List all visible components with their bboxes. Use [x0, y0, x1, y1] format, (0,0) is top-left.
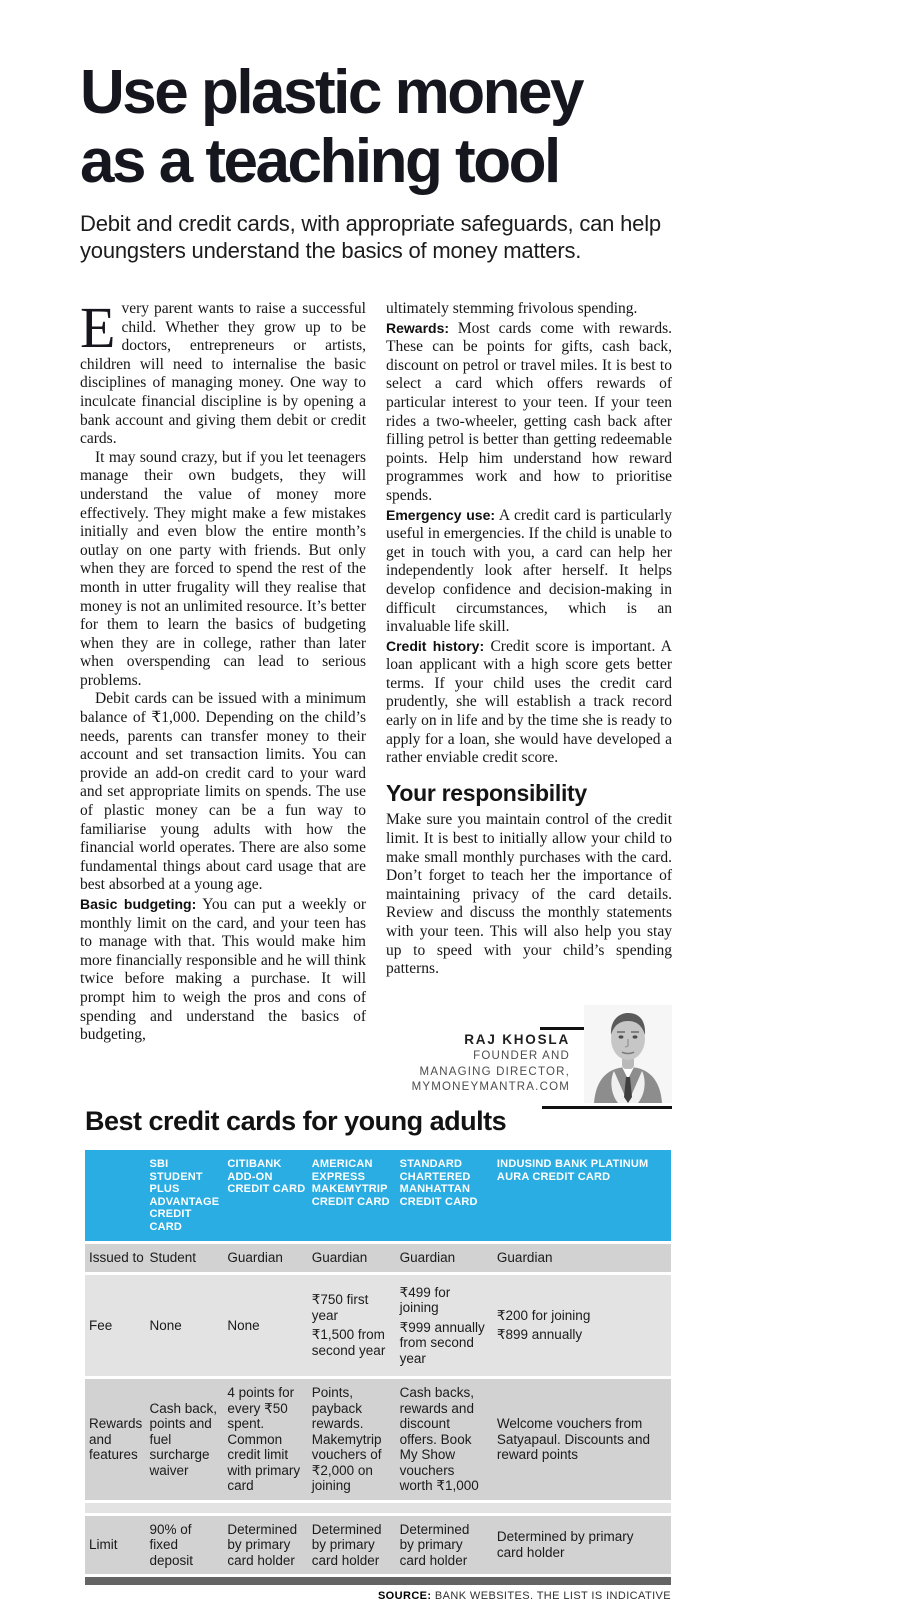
table-cell: Determined by primary card holder — [227, 1516, 311, 1575]
table-cell: 90% of fixed deposit — [149, 1516, 227, 1575]
table-cell: Guardian — [312, 1244, 400, 1272]
author-role-line2: MANAGING DIRECTOR, — [419, 1065, 570, 1078]
corner-cell — [85, 1150, 149, 1241]
article-subtitle: Debit and credit cards, with appropriate safeguards, can help youngsters understand the basics of money matters. — [80, 211, 661, 263]
table-row — [85, 1275, 671, 1377]
credit-cards-table — [85, 1147, 671, 1577]
table-cell: Determined by primary card holder — [497, 1516, 671, 1575]
author-photo — [584, 1005, 672, 1103]
author-role-line1: FOUNDER AND — [473, 1050, 570, 1063]
credit-cards-section — [85, 1106, 671, 1602]
paragraph-credit-history — [386, 637, 672, 768]
table-cell: Guardian — [497, 1244, 671, 1272]
paragraph-emergency-use — [386, 506, 672, 637]
paragraph-basic-budgeting — [80, 895, 366, 1045]
table-cell: ₹499 for joining ₹999 annually from second year — [400, 1275, 497, 1377]
rewards-text: Most cards come with rewards. These can be points for gifts, cash back, discount on petrol or travel miles. It is best to select a card which offers rewards of particular interest to your teen. If your teen rides a two-wheeler, getting cash back after filling petrol is better than getting redeemable points. Help him understand how reward programmes work and how to prioritise spends. — [386, 319, 672, 504]
author-role-line3: MYMONEYMANTRA.COM — [411, 1081, 570, 1094]
table-cell: 4 points for every ₹50 spent. Common credit limit with primary card — [227, 1379, 311, 1500]
table-bottom-bar — [85, 1577, 671, 1585]
column-header: STANDARD CHARTERED MANHATTAN CREDIT CARD — [400, 1150, 497, 1241]
column-header: AMERICAN EXPRESS MAKEMYTRIP CREDIT CARD — [312, 1150, 400, 1241]
paragraph-rewards — [386, 319, 672, 506]
column-header: CITIBANK ADD-ON CREDIT CARD — [227, 1150, 311, 1241]
paragraph-intro — [80, 295, 366, 449]
source-label: SOURCE: — [377, 1590, 432, 1602]
source-text: BANK WEBSITES. THE LIST IS INDICATIVE — [431, 1590, 671, 1602]
drop-cap: E — [80, 295, 116, 360]
left-column — [80, 295, 367, 1109]
table-cell: None — [227, 1275, 311, 1377]
row-label: Limit — [85, 1516, 149, 1575]
table-row — [85, 1379, 671, 1500]
column-header: SBI STUDENT PLUS ADVANTAGE CREDIT CARD — [149, 1150, 227, 1241]
rewards-lead: Rewards: — [386, 319, 450, 336]
article-body — [80, 295, 672, 1109]
basic-budgeting-lead: Basic budgeting: — [80, 896, 197, 912]
paragraph-debit-cards: Debit cards can be issued with a minimum balance of ₹1,000. Depending on the child’s needs, parents can transfer money to their account and set transaction limits. You can provide an add-on credit card to your ward and set appropriate limits on spends. The use of plastic money can be a fun way to familiarise young adults with how the financial world operates. There are also some fundamental things about card usage that are best absorbed at a young age. — [80, 690, 366, 894]
page-title — [80, 58, 680, 196]
table-cell: Guardian — [227, 1244, 311, 1272]
author-credit — [386, 1005, 672, 1109]
title-line-2: as a teaching tool — [80, 127, 559, 196]
paragraph-budgets: It may sound crazy, but if you let teenagers manage their own budgets, they will understand the value of money more effectively. They might make a few mistakes initially and even blow the entire month’s outlay on one party with friends. But only when they are forced to spend the rest of the month in utter frugality will they realise that money is not an unlimited resource. It’s better for them to learn the basics of budgeting when they are in college, rather than later when overspending can lead to serious problems. — [80, 448, 366, 689]
author-name: RAJ KHOSLA — [464, 1031, 570, 1047]
credit-history-lead: Credit history: — [386, 637, 485, 654]
table-caption: Best credit cards for young adults — [85, 1106, 507, 1136]
table-cell: None — [149, 1275, 227, 1377]
table-cell: Cash back, points and fuel surcharge waiver — [149, 1379, 227, 1500]
row-label: Issued to — [85, 1244, 149, 1272]
title-line-1: Use plastic money — [80, 58, 582, 127]
credit-history-text: Credit score is important. A loan applicant with a high score gets better terms. If your child uses the credit card prudently, she will establish a track record early on in life and by the time she is ready to apply for a loan, she would have developed a rather enviable credit score. — [386, 637, 672, 767]
table-cell: Determined by primary card holder — [400, 1516, 497, 1575]
row-label: Fee — [85, 1275, 149, 1377]
table-cell: Determined by primary card holder — [312, 1516, 400, 1575]
source-line — [85, 1590, 671, 1602]
table-cell: Cash backs, rewards and discount offers. Book My Show vouchers worth ₹1,000 — [400, 1379, 497, 1500]
responsibility-heading: Your responsibility — [386, 779, 587, 806]
table-row — [85, 1516, 671, 1575]
table-cell: ₹200 for joining ₹899 annually — [497, 1275, 671, 1377]
spacer-row — [85, 1503, 671, 1513]
right-column — [386, 300, 672, 1109]
table-header-row — [85, 1150, 671, 1241]
table-cell: Guardian — [400, 1244, 497, 1272]
paragraph-intro-text: very parent wants to raise a successful child. Whether they grow up to be doctors, entrepreneurs or artists, children will need to internalise the basic disciplines of managing money. One way to inculcate financial discipline is by opening a bank account and giving them debit or credit cards. — [80, 300, 366, 448]
row-label: Rewards and features — [85, 1379, 149, 1500]
article-header — [80, 58, 680, 264]
author-portrait-image — [584, 1005, 672, 1103]
table-cell: ₹750 first year ₹1,500 from second year — [312, 1275, 400, 1377]
table-cell: Welcome vouchers from Satyapaul. Discounts and reward points — [497, 1379, 671, 1500]
table-row — [85, 1244, 671, 1272]
paragraph-continuation: ultimately stemming frivolous spending. — [386, 300, 638, 317]
table-cell: Points, payback rewards. Makemytrip vouchers of ₹2,000 on joining — [312, 1379, 400, 1500]
table-cell: Student — [149, 1244, 227, 1272]
basic-budgeting-text: You can put a weekly or monthly limit on the card, and your teen has to manage with that. This would make him more financially responsible and he will think twice before making a purchase. It will prompt him to weigh the pros and cons of spending and understand the basics of budgeting, — [80, 896, 367, 1044]
emergency-use-lead: Emergency use: — [386, 506, 496, 523]
paragraph-responsibility: Make sure you maintain control of the credit limit. It is best to initially allow your child to make small monthly purchases with the card. Don’t forget to teach her the importance of maintaining privacy of the card details. Review and discuss the monthly statements with your teen. This will also help you stay up to speed with your child’s spending patterns. — [386, 811, 672, 978]
column-header: INDUSIND BANK PLATINUM AURA CREDIT CARD — [497, 1150, 671, 1241]
author-text — [412, 1005, 570, 1096]
author-top-rule — [540, 1027, 584, 1030]
emergency-use-text: A credit card is particularly useful in emergencies. If the child is unable to get in touch with you, a card can help her independently look after herself. It helps develop confidence and decision-making in difficult circumstances, which is an invaluable life skill. — [386, 506, 672, 636]
